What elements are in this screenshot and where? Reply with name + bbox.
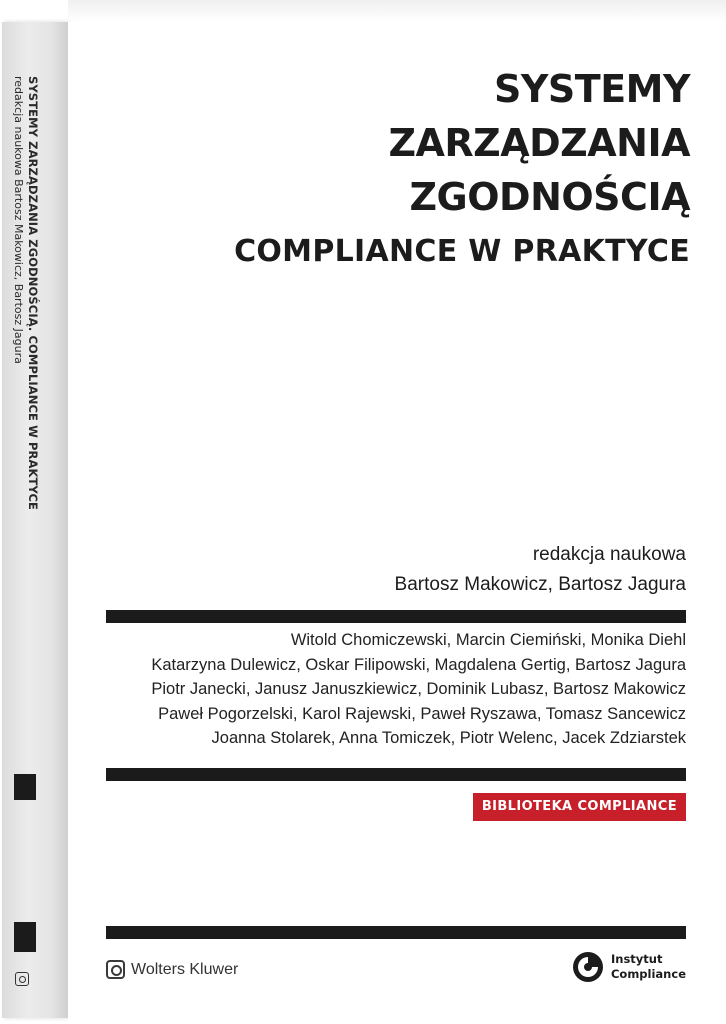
title-line: ZARZĄDZANIA [388, 121, 690, 165]
series-badge: BIBLIOTEKA COMPLIANCE [473, 793, 686, 821]
spine-editors: redakcja naukowa Bartosz Makowicz, Bartosz Jagura [12, 76, 25, 364]
divider-bar [106, 610, 686, 623]
book-top-edge [68, 0, 726, 22]
editors-block [395, 540, 686, 600]
book-title [234, 62, 690, 274]
spine-title: SYSTEMY ZARZĄDZANIA ZGODNOŚCIĄ. COMPLIANCE W PRAKTYCE [26, 76, 40, 510]
authors-row: Paweł Pogorzelski, Karol Rajewski, Paweł Ryszawa, Tomasz Sancewicz [158, 704, 686, 723]
authors-row: Joanna Stolarek, Anna Tomiczek, Piotr Welenc, Jacek Zdziarstek [211, 729, 686, 747]
authors-row: Piotr Janecki, Janusz Januszkiewicz, Dominik Lubasz, Bartosz Makowicz [151, 680, 686, 698]
editors-names: Bartosz Makowicz, Bartosz Jagura [394, 574, 686, 595]
institute-logo [571, 950, 686, 984]
spine-bar [14, 774, 36, 800]
wolters-kluwer-logo-icon [106, 960, 125, 979]
publisher-name: Wolters Kluwer [131, 960, 239, 978]
book-subtitle: COMPLIANCE W PRAKTYCE [234, 234, 690, 269]
publisher-logo [106, 960, 238, 979]
authors-list [151, 628, 686, 751]
spine-publisher-logo-icon [15, 972, 29, 986]
authors-row: Witold Chomiczewski, Marcin Ciemiński, Monika Diehl [290, 631, 686, 649]
book-spine [2, 22, 68, 1018]
institute-line: Compliance [610, 967, 686, 981]
institute-line: Instytut [610, 952, 663, 966]
spine-bar [14, 922, 36, 952]
instytut-compliance-logo-icon [571, 950, 605, 984]
divider-bar [106, 768, 686, 781]
institute-name [611, 952, 686, 982]
front-cover [68, 22, 726, 1024]
title-line: SYSTEMY [494, 67, 690, 111]
authors-row: Katarzyna Dulewicz, Oskar Filipowski, Magdalena Gertig, Bartosz Jagura [151, 655, 686, 674]
divider-bar [106, 926, 686, 939]
editors-label: redakcja naukowa [532, 544, 686, 565]
title-line: ZGODNOŚCIĄ [409, 175, 690, 219]
